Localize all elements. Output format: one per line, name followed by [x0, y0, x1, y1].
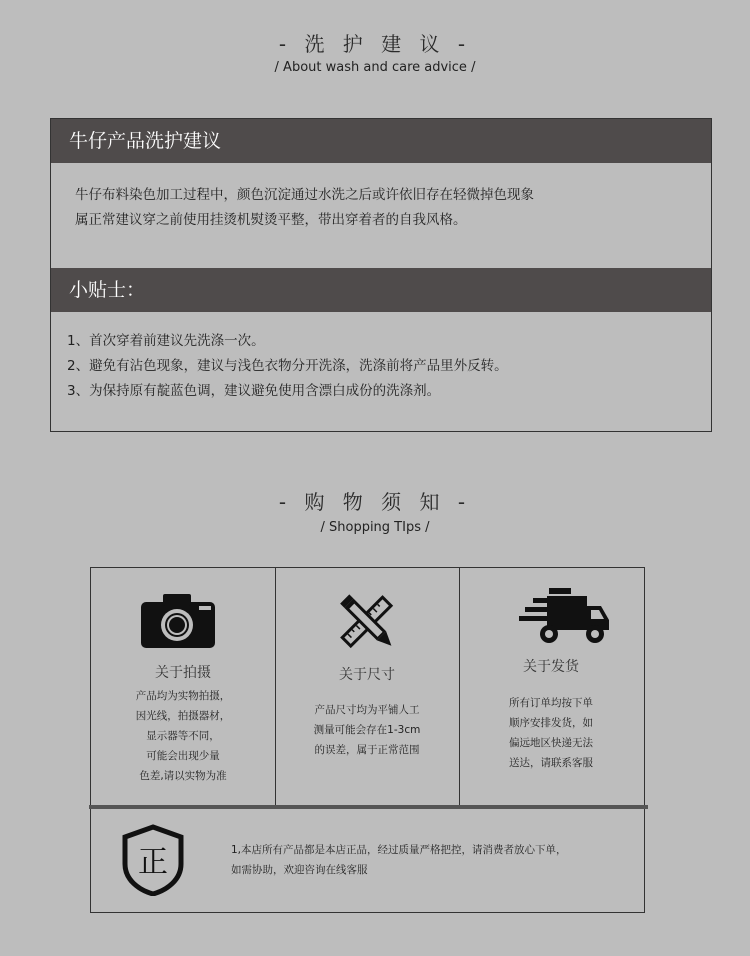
desc-line: 所有订单均按下单	[509, 697, 593, 709]
size-info-cell	[275, 568, 459, 806]
desc-line: 产品均为实物拍摄，	[135, 690, 231, 702]
tips-title: 小贴士：	[51, 268, 711, 312]
desc-line: 偏远地区快递无法	[509, 737, 593, 749]
desc-line: 可能会出现少量	[146, 750, 220, 762]
wash-section-title: - 洗 护 建 议 -	[278, 32, 472, 56]
size-info-title: 关于尺寸	[339, 667, 395, 683]
shipping-info-title: 关于发货	[523, 659, 579, 675]
tip-item: 2、避免有沾色现象，建议与浅色衣物分开洗涤，洗涤前将产品里外反转。	[67, 358, 508, 374]
card-title: 牛仔产品洗护建议	[51, 119, 711, 163]
size-info-desc	[275, 700, 459, 760]
shopping-section-subtitle: / Shopping TIps /	[320, 520, 430, 535]
desc-line: 的误差，属于正常范围	[314, 744, 420, 756]
authentic-badge-char: 正	[138, 845, 168, 880]
advice-paragraph	[75, 183, 534, 233]
tips-list	[67, 329, 508, 404]
desc-line: 送达，请联系客服	[509, 757, 593, 769]
desc-line: 色差,请以实物为准	[139, 770, 227, 782]
tip-item: 3、为保持原有靛蓝色调，建议避免使用含漂白成份的洗涤剂。	[67, 383, 441, 399]
guarantee-line: 1,本店所有产品都是本店正品，经过质量严格把控，请消费者放心下单，	[231, 844, 567, 856]
wash-section-subtitle: / About wash and care advice /	[274, 60, 476, 75]
camera-icon	[141, 592, 215, 648]
shipping-info-desc	[459, 693, 643, 773]
wash-advice-card	[50, 118, 712, 432]
authentic-shield-icon	[121, 824, 185, 896]
photo-info-desc	[91, 686, 275, 786]
guarantee-text	[231, 840, 567, 880]
delivery-truck-icon	[519, 586, 611, 650]
desc-line: 测量可能会存在1-3cm	[313, 724, 421, 736]
shipping-info-cell	[459, 568, 643, 806]
desc-line: 产品尺寸均为平铺人工	[314, 704, 420, 716]
shopping-section-title: - 购 物 须 知 -	[278, 490, 472, 514]
tip-item: 1、首次穿着前建议先洗涤一次。	[67, 333, 265, 349]
desc-line: 因光线，拍摄器材，	[135, 710, 231, 722]
ruler-pencil-icon	[331, 588, 403, 656]
shopping-info-grid	[90, 567, 645, 913]
advice-line: 牛仔布料染色加工过程中，颜色沉淀通过水洗之后或许依旧存在轻微掉色现象	[75, 187, 534, 203]
desc-line: 显示器等不同，	[146, 730, 220, 742]
photo-info-title: 关于拍摄	[155, 665, 211, 681]
desc-line: 顺序安排发货，如	[509, 717, 593, 729]
photo-info-cell	[91, 568, 275, 806]
advice-line: 属正常建议穿之前使用挂烫机熨烫平整，带出穿着者的自我风格。	[75, 212, 467, 228]
guarantee-line: 如需协助，欢迎咨询在线客服	[231, 864, 368, 876]
